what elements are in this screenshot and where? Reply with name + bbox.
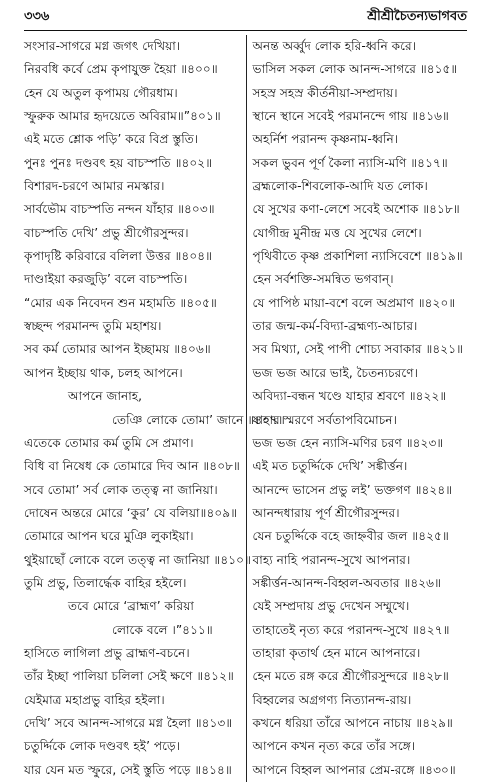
verse-line: ভজ ভজ হেন ন্যাসি-মণির চরণ ॥৪২৩॥: [252, 435, 444, 450]
verse-line: যার যেন মত স্ফুরে, সেই স্তুতি পড়ে ॥৪১৪॥: [24, 762, 232, 777]
verse-line: আনন্দে ভাসেন প্রভু লই’ ভক্তগণ ॥৪২৪॥: [252, 482, 453, 497]
verse-line: কৃপাদৃষ্টি করিবারে বলিলা উত্তর ॥৪০৪॥: [24, 249, 213, 264]
verse-line: আপনে জানাহ,: [68, 389, 143, 404]
verse-line: যাহার স্মরণে সর্বতাপবিমোচন।: [252, 412, 397, 427]
right-column: [245, 35, 468, 782]
verse-line: লোকে বলে ।”৪১১॥: [112, 622, 213, 637]
verse-line: তবে মোরে ‘ব্রাহ্মণ’ করিয়া: [68, 599, 194, 614]
verse-line: তোমারে আপন ঘরে মুঞি লুকাইয়া।: [24, 529, 194, 544]
verse-line: এই মত চতুর্দ্দিকে দেখি’ সঙ্কীর্ত্তন।: [252, 459, 408, 474]
verse-line: হাসিতে লাগিলা প্রভু ব্রাহ্মণ-বচনে।: [24, 645, 190, 660]
verse-line: বিহ্বলের অগ্রগণ্য নিত্যানন্দ-রায়।: [252, 692, 412, 707]
verse-columns: [24, 35, 467, 782]
verse-line: আপন ইচ্ছায় থাক, চলহ আপনে।: [24, 365, 183, 380]
verse-line: যেই সম্প্রদায় প্রভু দেখেন সম্মুখে।: [252, 599, 410, 614]
verse-line: এই মতে শ্লোক পড়ি’ করে বিপ্র স্তুতি।: [24, 132, 199, 147]
verse-line: বাচস্পতি দেখি’ প্রভু শ্রীগৌরসুন্দর।: [24, 225, 189, 240]
verse-line: “মোর এক নিবেদন শুন মহামতি ॥৪০৫॥: [24, 295, 217, 310]
verse-line: পুনঃ পুনঃ দণ্ডবৎ হয় বাচস্পতি ॥৪০২॥: [24, 155, 213, 170]
verse-line: সবে তোমা’ সর্ব লোক তত্ত্ব না জানিয়া।: [24, 482, 218, 497]
verse-line: আপনে বিহ্বল আপনার প্রেম-রঙ্গে ॥৪৩০॥: [252, 762, 456, 777]
verse-line: নিরবধি কর্বে প্রেম কৃপাযুক্ত হৈয়া ॥৪০০॥: [24, 62, 218, 77]
verse-line: হেন মতে রঙ্গ করে শ্রীগৌরসুন্দরে ॥৪২৮॥: [252, 669, 449, 684]
verse-line: তাহাতেই নৃত্য করে পরানন্দ-সুখে ॥৪২৭॥: [252, 622, 450, 637]
verse-line: সঙ্কীর্ত্তন-আনন্দ-বিহ্বল-অবতার ॥৪২৬॥: [252, 575, 441, 590]
verse-line: আপনে কখন নৃত্য করে তাঁর সঙ্গে।: [252, 739, 416, 754]
verse-line: যে পাপিষ্ঠ মায়া-বশে বলে অপ্রমাণ ॥৪২০॥: [252, 295, 456, 310]
verse-line: চতুর্দ্দিকে লোক দণ্ডবৎ হই’ পড়ে।: [24, 739, 181, 754]
page-header: [24, 5, 467, 29]
verse-line: বিশারদ-চরণে আমার নমস্কার।: [24, 179, 165, 194]
verse-line: অনন্ত অর্ব্বুদ লোক হরি-ধ্বনি করে।: [252, 39, 417, 53]
verse-line: যেন চতুর্দ্দিকে বহে জাহ্নবীর জল ॥৪২৫॥: [252, 529, 449, 544]
verse-line: তুমি প্রভু, তিলার্দ্ধেক বাহির হইলে।: [24, 575, 187, 590]
verse-line: যে সুখের কণা-লেশে সবেই অশোক ॥৪১৮॥: [252, 202, 460, 217]
verse-line: স্বচ্ছন্দ পরমানন্দ তুমি মহাশয়।: [24, 319, 162, 334]
page-number: ৩৩৬: [24, 8, 50, 24]
verse-line: ভাসিল সকল লোক আনন্দ-সাগরে ॥৪১৫॥: [252, 62, 458, 77]
verse-line: সব কর্ম তোমার আপন ইচ্ছাময় ॥৪০৬॥: [24, 342, 211, 357]
verse-line: স্ফুরুক আমার হৃদয়েতে অবিরাম॥”৪০১॥: [24, 109, 221, 124]
verse-line: সার্বভৌম বাচস্পতি নন্দন যাঁহার ॥৪০৩॥: [24, 202, 215, 217]
verse-line: অবিদ্যা-বন্ধন খণ্ডে যাহার শ্রবণে ॥৪২২॥: [252, 389, 447, 404]
verse-line: দাণ্ডাইয়া করজুড়ি’ বলে বাচস্পতি।: [24, 272, 188, 287]
verse-line: কখনে ধরিয়া তাঁরে আপনে নাচায় ॥৪২৯॥: [252, 715, 453, 730]
verse-line: হেন যে অতুল কৃপাময় গৌরধাম।: [24, 85, 178, 100]
verse-line: আনন্দধারায় পূর্ণ শ্রীগৌরসুন্দর।: [252, 505, 400, 520]
verse-line: পৃথিবীতে কৃষ্ণ প্রকাশিলা ন্যাসিবেশে ॥৪১৯॥: [252, 249, 463, 264]
verse-line: বিধি বা নিষেধ কে তোমারে দিব আন ॥৪০৮॥: [24, 459, 240, 474]
verse-line: সকল ভুবন পূর্ণ কৈলা ন্যাসি-মণি ॥৪১৭॥: [252, 155, 448, 170]
book-title: শ্রীশ্রীচৈতন্যভাগবত: [367, 8, 467, 24]
header-rule: [24, 30, 467, 31]
left-column: [24, 35, 285, 782]
verse-line: তাহারা কৃতার্থ হেন মানে আপনারে।: [252, 645, 421, 660]
verse-line: বাহ্য নাহি পরানন্দ-সুখে আপনার।: [252, 552, 411, 567]
verse-line: হেন সর্বশক্তি-সমন্বিত ভগবান্।: [252, 272, 394, 287]
verse-line: সব মিথ্যা, সেই পাপী শোচ্য সবাকার ॥৪২১॥: [252, 342, 464, 357]
verse-line: থুইয়াছোঁ লোকে বলে তত্ত্ব না জানিয়া ॥৪১০॥: [24, 552, 251, 567]
verse-line: অহর্নিশ পরানন্দ কৃষ্ণনাম-ধ্বনি।: [252, 132, 399, 147]
verse-line: সহস্র সহস্র কীর্তনীয়া-সম্প্রদায়।: [252, 85, 398, 100]
verse-line: যেইমাত্র মহাপ্রভু বাহির হইলা।: [24, 692, 165, 707]
verse-line: তেঞি লোকে তোমা’ জানে ॥৪০৭॥: [112, 412, 285, 427]
column-divider: [246, 35, 247, 782]
verse-line: ভজ ভজ আরে ভাই, চৈতন্যচরণে।: [252, 365, 418, 380]
verse-line: স্থানে স্থানে সবেই পরমানন্দে গায় ॥৪১৬॥: [252, 109, 449, 124]
verse-line: দেখি’ সবে আনন্দ-সাগরে মগ্ন হৈলা ॥৪১৩॥: [24, 715, 233, 730]
verse-line: তার জন্ম-কর্ম-বিদ্যা-ব্রহ্মণ্য-আচার।: [252, 319, 418, 334]
verse-line: এতেকে তোমার কর্ম তুমি সে প্রমাণ।: [24, 435, 194, 450]
verse-line: ব্রহ্মলোক-শিবলোক-আদি যত লোক।: [252, 179, 428, 194]
verse-line: তাঁর ইচ্ছা পালিয়া চলিলা সেই ক্ষণে ॥৪১২॥: [24, 669, 234, 684]
verse-line: দোষেন অন্তরে মোরে ‘কুর’ যে বলিয়া॥৪০৯॥: [24, 505, 238, 520]
verse-line: যোগীন্দ্র মুনীন্দ্র মত্ত যে সুখের লেশে।: [252, 225, 422, 240]
verse-line: সংসার-সাগরে মগ্ন জগৎ দেখিয়া।: [24, 39, 181, 53]
